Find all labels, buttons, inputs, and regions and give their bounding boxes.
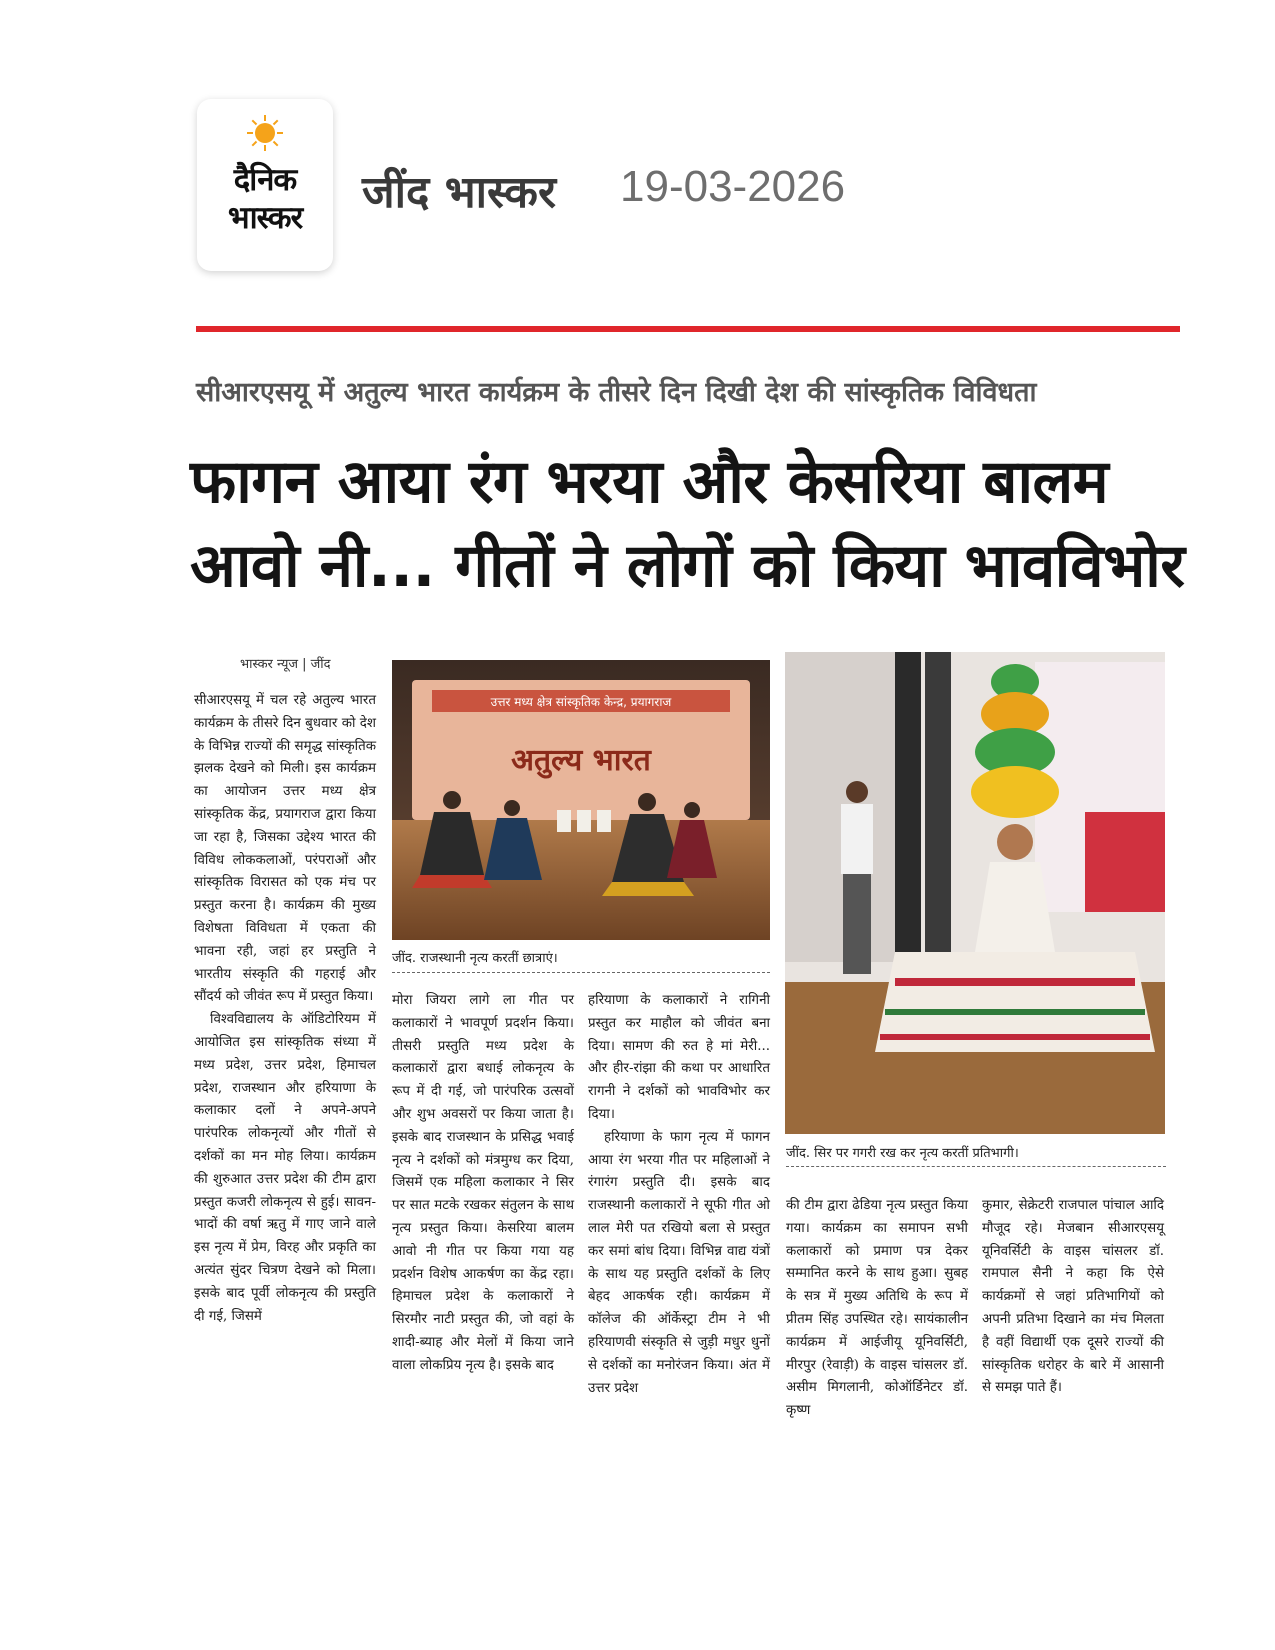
photo-caption-2: जींद. सिर पर गगरी रख कर नृत्य करतीं प्रतिभागी। — [786, 1146, 1019, 1161]
paragraph: सीआरएसयू में चल रहे अतुल्य भारत कार्यक्रम के तीसरे दिन बुधवार को देश के विभिन्न राज्यों की समृद्ध सांस्कृतिक झलक देखने को मिली। इस कार्यक्रम का आयोजन उत्तर मध्य क्षेत्र सांस्कृतिक केंद्र, प्रयागराज द्वारा किया जा रहा है, जिसका उद्देश्य भारत की विविध लोककलाओं, परंपराओं और सांस्कृतिक विरासत को एक मंच पर प्रस्तुत करना है। कार्यक्रम की मुख्य विशेषता विविधता में एकता की भावना रही, जहां हर प्रस्तुति ने भारतीय संस्कृति की गहराई और सौंदर्य को जीवंत रूप में प्रस्तुत किया। — [194, 693, 376, 1005]
main-headline — [190, 440, 1190, 608]
logo-wordmark — [197, 161, 333, 237]
headline-line-1: फागन आया रंग भरया और केसरिया बालम — [190, 447, 1109, 517]
logo-line-1: दैनिक — [233, 162, 297, 198]
standing-man — [841, 781, 873, 974]
article-column-5 — [982, 1195, 1164, 1400]
banner-title: अतुल्य भारत — [511, 743, 651, 778]
paragraph: हरियाणा के कलाकारों ने रागिनी प्रस्तुत कर माहौल को जीवंत बना दिया। सामण की रुत हे मां मेरी... और हीर-रांझा की कथा पर आधारित रागनी ने दर्शकों को भावविभोर कर दिया। — [588, 993, 770, 1122]
article-column-1 — [194, 690, 376, 1328]
red-divider — [196, 326, 1180, 332]
logo-line-2: भास्कर — [227, 200, 303, 236]
paragraph: कुमार, सेक्रेटरी राजपाल पांचाल आदि मौजूद रहे। मेजबान सीआरएसयू यूनिवर्सिटी के वाइस चांसलर डॉ. रामपाल सैनी ने कहा कि ऐसे कार्यक्रमों से जहां प्रतिभागियों को अपनी प्रतिभा दिखाने का मंच मिलता है वहीं विद्यार्थी एक दूसरे राज्यों की सांस्कृतिक धरोहर के बारे में आसानी से समझ पाते हैं। — [982, 1198, 1164, 1396]
newspaper-logo — [197, 99, 333, 271]
banner-subtitle: उत्तर मध्य क्षेत्र सांस्कृतिक केन्द्र, प्रयागराज — [490, 695, 672, 709]
kicker-headline: सीआरएसयू में अतुल्य भारत कार्यक्रम के तीसरे दिन दिखी देश की सांस्कृतिक विविधता — [196, 377, 1037, 408]
sun-icon — [247, 115, 283, 151]
byline: भास्कर न्यूज | जींद — [240, 657, 331, 672]
edition-date: 19-03-2026 — [620, 162, 846, 211]
paragraph: हरियाणा के फाग नृत्य में फागन आया रंग भरया गीत पर महिलाओं ने रंगारंग प्रस्तुति दी। इसके बाद राजस्थानी कलाकारों ने सूफी गीत ओ लाल मेरी पत रखियो बला से प्रस्तुत कर समां बांध दिया। विभिन्न वाद्य यंत्रों के साथ यह प्रस्तुति दर्शकों के लिए बेहद आकर्षक रही। कार्यक्रम में कॉलेज की ऑर्केस्ट्रा टीम ने भी हरियाणवी संस्कृति से जुड़ी मधुर धुनों से दर्शकों का मनोरंजन किया। अंत में उत्तर प्रदेश — [588, 1129, 770, 1396]
caption-divider-2 — [786, 1166, 1166, 1167]
photo-caption-1: जींद. राजस्थानी नृत्य करतीं छात्राएं। — [392, 951, 558, 966]
caption-divider-1 — [392, 972, 770, 973]
article-column-3 — [588, 990, 770, 1400]
headline-line-2: आवो नी... गीतों ने लोगों को किया भावविभोर — [190, 531, 1185, 601]
photo-rajasthani-dance — [392, 660, 770, 940]
paragraph: विश्वविद्यालय के ऑडिटोरियम में आयोजित इस सांस्कृतिक संध्या में मध्य प्रदेश, उत्तर प्रदेश, हिमाचल प्रदेश, राजस्थान और हरियाणा के कलाकार दलों ने अपने-अपने पारंपरिक लोकनृत्यों और गीतों से दर्शकों का मन मोह लिया। कार्यक्रम की शुरुआत उत्तर प्रदेश की टीम द्वारा प्रस्तुत कजरी लोकनृत्य से हुई। सावन-भादों की वर्षा ऋतु में गाए जाने वाले इस नृत्य में प्रेम, विरह और प्रकृति का अत्यंत सुंदर चित्रण देखने को मिला। इसके बाद पूर्वी लोकनृत्य की प्रस्तुति दी गई, जिसमें — [194, 1012, 376, 1324]
article-column-2 — [392, 990, 574, 1378]
seated-musicians — [557, 810, 611, 832]
edition-name: जींद भास्कर — [362, 167, 556, 218]
article-column-4 — [786, 1195, 968, 1423]
paragraph: की टीम द्वारा ढेडिया नृत्य प्रस्तुत किया गया। कार्यक्रम का समापन सभी कलाकारों को प्रमाण पत्र देकर सम्मानित करने के साथ हुआ। सुबह के सत्र में मुख्य अतिथि के रूप में प्रीतम सिंह उपस्थित रहे। सायंकालीन कार्यक्रम में आईजीयू यूनिवर्सिटी, मीरपुर (रेवाड़ी) के वाइस चांसलर डॉ. असीम मिगलानी, कोऑर्डिनेटर डॉ. कृष्ण — [786, 1198, 968, 1419]
photo-pot-dance — [785, 652, 1165, 1134]
paragraph: मोरा जियरा लागे ला गीत पर कलाकारों ने भावपूर्ण प्रदर्शन किया। तीसरी प्रस्तुति मध्य प्रदेश के कलाकारों द्वारा बधाई लोकनृत्य के रूप में दी गई, जो पारंपरिक उत्सवों और शुभ अवसरों पर किया जाता है। इसके बाद राजस्थान के प्रसिद्ध भवाई नृत्य ने दर्शकों को मंत्रमुग्ध कर दिया, जिसमें एक महिला कलाकार ने सिर पर सात मटके रखकर संतुलन के साथ नृत्य प्रस्तुत किया। केसरिया बालम आवो नी गीत पर किया गया यह प्रदर्शन विशेष आकर्षण का केंद्र रहा। हिमाचल प्रदेश के कलाकारों ने सिरमौर नाटी प्रस्तुत की, जो वहां के शादी-ब्याह और मेलों में किया जाने वाला लोकप्रिय नृत्य है। इसके बाद — [392, 993, 574, 1373]
